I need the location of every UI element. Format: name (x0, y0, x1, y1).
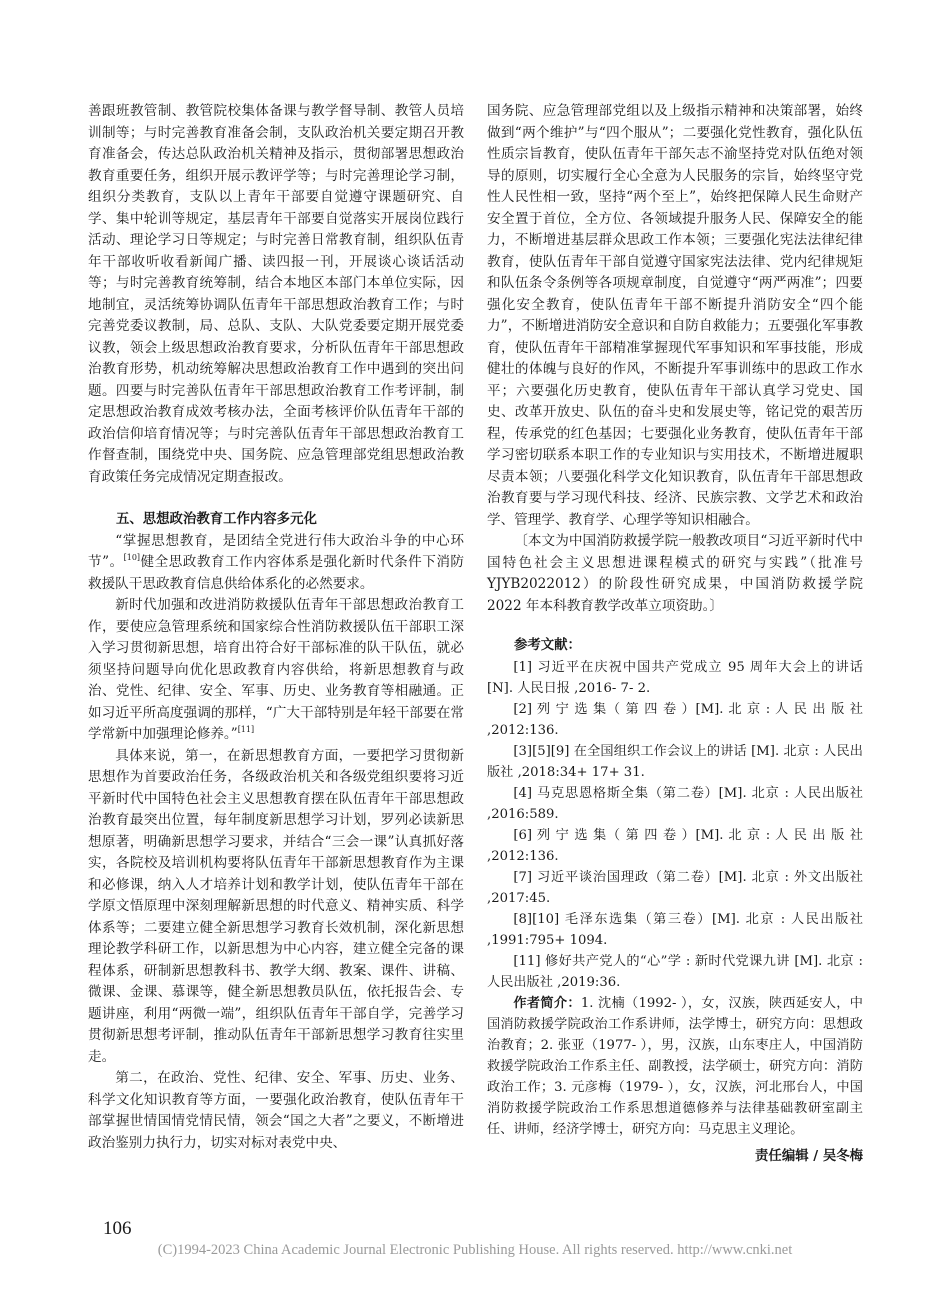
paragraph-text: 健全思政教育工作内容体系是强化新时代条件下消防救援队干思政教育信息供给体系化的必然要求。 (88, 554, 465, 592)
reference-item: [8][10] 毛泽东选集（第三卷）[M]. 北京 : 人民出版社 ,1991:795+ 1094. (487, 911, 863, 948)
reference-item: [2] 列 宁 选 集（ 第 四 卷 ）[M]. 北 京 : 人 民 出 版 社 ,2012:136. (487, 701, 863, 738)
reference-item: [11] 修好共产党人的“心”学 : 新时代党课九讲 [M]. 北京 : 人民出版社 ,2019:36. (487, 953, 863, 990)
paragraph: 善跟班教管制、教管院校集体备课与教学督导制、教管人员培训制等；与时完善教育准备会制，支队政治机关要定期召开教育准备会，传达总队政治机关精神及指示，贯彻部署思想政治教育重要任务，组织开展示教评学等；与时完善理论学习制，组织分类教育，支队以上青年干部要自觉遵守课题研究、自学、集中轮训等规定，基层青年干部要自觉落实开展岗位践行活动、理论学习日等规定；与时完善日常教育制，组织队伍青年干部收听收看新闻广播、读四报一刊，开展谈心谈话活动等；与时完善教育统筹制，结合本地区本部门本单位实际，因地制宜，灵活统筹协调队伍青年干部思想政治教育工作；与时完善党委议教制，局、总队、支队、大队党委要定期开展党委议教，领会上级思想政治教育要求，分析队伍青年干部思想政治教育形势，机动统筹解决思想政治教育工作中遇到的突出问题。四要与时完善队伍青年干部思想政治教育工作考评制，制定思想政治教育成效考核办法，全面考核评价队伍青年干部的政治信仰培育情况等；与时完善队伍青年干部思想政治教育工作督查制，围绕党中央、国务院、应急管理部党组思想政治教育政策任务完成情况定期查报改。 (88, 103, 464, 485)
paragraph-text: 新时代加强和改进消防救援队伍青年干部思想政治教育工作，要使应急管理系统和国家综合性消防救援队伍干部职工深入学习贯彻新思想，培育出符合好干部标准的队干队伍，就必须坚持问题导向优化思政教育内容供给，将新思想教育与政治、党性、纪律、安全、军事、历史、业务教育等相融通。正如习近平所高度强调的那样，“广大干部特别是年轻干部要在常学常新中加强理论修养。” (88, 597, 464, 742)
page-number: 106 (103, 1218, 132, 1239)
section-heading: 五、思想政治教育工作内容多元化 (116, 512, 317, 527)
copyright-footer: (C)1994-2023 China Academic Journal Electronic Publishing House. All rights reserved. http://www.cnki.net (157, 1242, 793, 1258)
responsible-editor: 责任编辑 / 吴冬梅 (755, 1148, 863, 1164)
paragraph (88, 531, 464, 596)
reference-item: [3][5][9] 在全国组织工作会议上的讲话 [M]. 北京 : 人民出版社 ,2018:34+ 17+ 31. (487, 743, 863, 780)
reference-item: [1] 习近平在庆祝中国共产党成立 95 周年大会上的讲话 [N]. 人民日报 ,2016- 7- 2. (487, 659, 863, 696)
citation-marker: [11] (237, 725, 255, 734)
right-column (487, 101, 863, 1167)
reference-item: [7] 习近平谈治国理政（第二卷）[M]. 北京 : 外文出版社 ,2017:45. (487, 869, 863, 906)
citation-marker: [10] (123, 553, 141, 562)
paragraph: 具体来说，第一，在新思想教育方面，一要把学习贯彻新思想作为首要政治任务，各级政治机关和各级党组织要将习近平新时代中国特色社会主义思想教育摆在队伍青年干部思想政治教育最突出位置，每年制度新思想学习计划，罗列必读新思想原著，明确新思想学习要求，并结合“三会一课”认真抓好落实，各院校及培训机构要将队伍青年干部新思想教育作为主课和必修课，纳入人才培养计划和教学计划，使队伍青年干部在学原文悟原理中深刻理解新思想的时代意义、精神实质、科学体系等；二要建立健全新思想学习教育长效机制，深化新思想理论教学科研工作，以新思想为中心内容，建立健全完备的课程体系，研制新思想教科书、教学大纲、教案、课件、讲稿、微课、金课、慕课等，健全新思想教员队伍，依托报告会、专题讲座，利用“两微一端”，组织队伍青年干部自学，完善学习贯彻新思想考评制，推动队伍青年干部新思想学习教育往实里走。 (88, 747, 464, 1065)
reference-item: [6] 列 宁 选 集（ 第 四 卷 ）[M]. 北 京 : 人 民 出 版 社 ,2012:136. (487, 827, 863, 864)
paragraph: 国务院、应急管理部党组以及上级指示精神和决策部署，始终做到“两个维护”与“四个服从”；二要强化党性教育，强化队伍性质宗旨教育，使队伍青年干部矢志不渝坚持党对队伍绝对领导的原则，切实履行全心全意为人民服务的宗旨，始终坚守党性人民性相一致，坚持“两个至上”，始终把保障人民生命财产安全置于首位，全方位、各领域提升服务人民、保障安全的能力，不断增进基层群众思政工作本领；三要强化宪法法律纪律教育，使队伍青年干部自觉遵守国家宪法法律、党内纪律规矩和队伍条令条例等各项规章制度，自觉遵守“两严两准”；四要强化安全教育，使队伍青年干部不断提升消防安全“四个能力”，不断增进消防安全意识和自防自救能力；五要强化军事教育，使队伍青年干部精准掌握现代军事知识和军事技能，形成健壮的体魄与良好的作风，不断提升军事训练中的思政工作水平；六要强化历史教育，使队伍青年干部认真学习党史、国史、改革开放史、队伍的奋斗史和发展史等，铭记党的艰苦历程，传承党的红色基因；七要强化业务教育，使队伍青年干部学习密切联系本职工作的专业知识与实用技术，不断增进履职尽责本领；八要强化科学文化知识教育，队伍青年干部思想政治教育要与学习现代科技、经济、民族宗教、文学艺术和政治学、管理学、教育学、心理学等知识相融合。 (487, 103, 863, 528)
paragraph: 第二，在政治、党性、纪律、安全、军事、历史、业务、科学文化知识教育等方面，一要强化政治教育，使队伍青年干部掌握世情国情党情民情，领会“国之大者”之要义，不断增进政治鉴别力执行力，切实对标对表党中央、 (88, 1070, 464, 1151)
funding-note: 〔本文为中国消防救援学院一般教改项目“习近平新时代中国特色社会主义思想进课程模式的研究与实践”（批准号 YJYB2022012）的阶段性研究成果，中国消防救援学院 2022 年本科教育教学改革立项资助。〕 (487, 533, 863, 614)
quote-text: “掌握思想教育，是团结全党进行伟大政治斗争的中心环节”。 (88, 532, 464, 570)
author-label: 作者简介： (513, 995, 581, 1011)
references-title: 参考文献： (514, 638, 581, 653)
paragraph (88, 595, 464, 746)
left-column (88, 101, 464, 1154)
author-info: 1. 沈楠（1992- ），女，汉族，陕西延安人，中国消防救援学院政治工作系讲师，法学博士，研究方向：思想政治教育；2. 张亚（1977- ），男，汉族，山东枣庄人，中国消防救援学院政治工作系主任、副教授，法学硕士，研究方向：消防政治工作；3. 元彦梅（1979- ），女，汉族，河北邢台人，中国消防救援学院政治工作系思想道德修养与法律基础教研室副主任、讲师，经济学博士，研究方向：马克思主义理论。 (487, 995, 863, 1137)
author-bio (487, 993, 863, 1140)
reference-item: [4] 马克思恩格斯全集（第二卷）[M]. 北京 : 人民出版社 ,2016:589. (487, 785, 863, 822)
